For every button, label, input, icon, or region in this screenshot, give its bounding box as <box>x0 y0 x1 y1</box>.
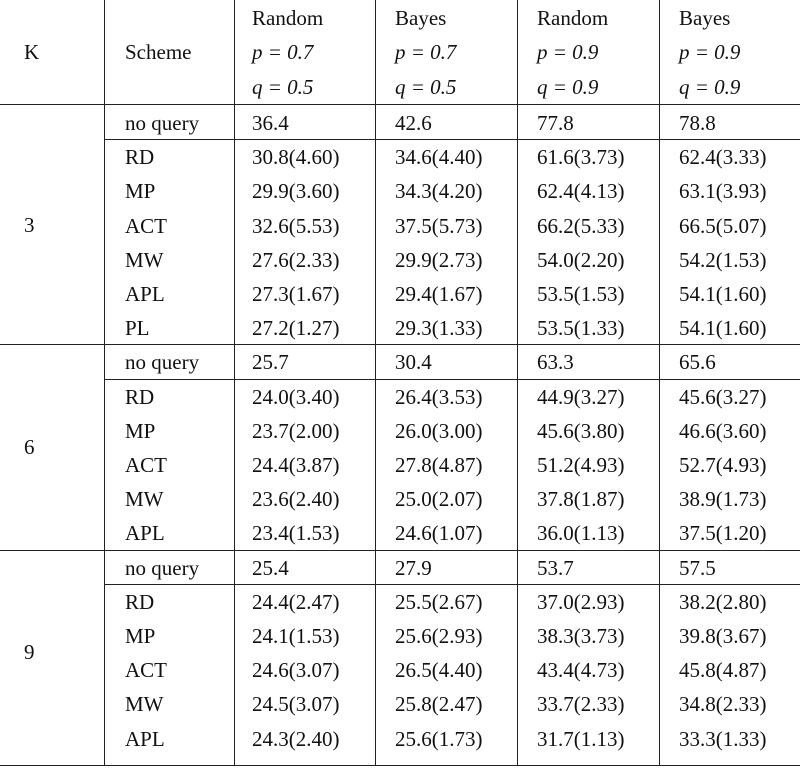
value-cell: 24.4(3.87) <box>252 453 340 477</box>
value-cell: 25.8(2.47) <box>395 692 483 717</box>
value-cell: 25.5(2.67) <box>395 589 483 614</box>
value-cell: 46.6(3.60) <box>679 418 767 443</box>
value-cell: 25.6(2.93) <box>395 624 483 648</box>
col2-p: p = 0.7 <box>395 40 457 64</box>
col3-q: q = 0.9 <box>537 75 599 99</box>
k-value: 9 <box>24 640 35 665</box>
col4-q: q = 0.9 <box>679 75 741 99</box>
value-cell: 29.4(1.67) <box>395 282 483 306</box>
value-cell: 24.3(2.40) <box>252 726 340 751</box>
k-header: K <box>24 40 40 64</box>
value-cell: 33.3(1.33) <box>679 726 767 751</box>
value-cell: 24.6(1.07) <box>395 521 483 546</box>
scheme-cell: no query <box>125 111 200 135</box>
value-cell: 44.9(3.27) <box>537 384 625 409</box>
value-cell: 27.2(1.27) <box>252 316 340 341</box>
value-cell: 25.0(2.07) <box>395 487 483 512</box>
value-cell: 34.3(4.20) <box>395 179 483 204</box>
scheme-cell: RD <box>125 145 155 170</box>
value-cell: 30.8(4.60) <box>252 145 340 170</box>
scheme-cell: no query <box>125 555 200 580</box>
value-cell: 29.3(1.33) <box>395 316 483 341</box>
col1-p: p = 0.7 <box>252 40 314 64</box>
value-cell: 26.0(3.00) <box>395 418 483 443</box>
scheme-cell: MW <box>125 692 164 717</box>
value-cell: 24.0(3.40) <box>252 384 340 409</box>
value-cell: 66.5(5.07) <box>679 213 767 238</box>
value-cell: 62.4(3.33) <box>679 145 767 170</box>
value-cell: 61.6(3.73) <box>537 145 625 170</box>
col3-method: Random <box>537 6 609 30</box>
value-cell: 27.9 <box>395 555 432 580</box>
value-cell: 25.4 <box>252 555 289 580</box>
value-cell: 33.7(2.33) <box>537 692 625 717</box>
group-rule <box>0 550 800 551</box>
scheme-cell: MP <box>125 418 156 443</box>
table-bottom-rule <box>0 765 800 766</box>
value-cell: 43.4(4.73) <box>537 658 625 683</box>
value-cell: 24.6(3.07) <box>252 658 340 683</box>
value-cell: 54.2(1.53) <box>679 247 767 272</box>
k-value: 3 <box>24 212 35 237</box>
value-cell: 63.3 <box>537 350 574 375</box>
value-cell: 31.7(1.13) <box>537 726 625 751</box>
scheme-cell: MW <box>125 487 164 512</box>
value-cell: 37.5(5.73) <box>395 213 483 238</box>
scheme-cell: ACT <box>125 213 167 238</box>
value-cell: 42.6 <box>395 111 432 135</box>
value-cell: 23.6(2.40) <box>252 487 340 512</box>
column-rule <box>375 0 376 765</box>
value-cell: 53.5(1.53) <box>537 282 625 306</box>
value-cell: 25.7 <box>252 350 289 375</box>
header-rule <box>0 104 800 105</box>
value-cell: 54.1(1.60) <box>679 282 767 306</box>
value-cell: 78.8 <box>679 111 716 135</box>
value-cell: 24.5(3.07) <box>252 692 340 717</box>
no-query-rule <box>104 379 800 380</box>
value-cell: 23.4(1.53) <box>252 521 340 546</box>
value-cell: 53.5(1.33) <box>537 316 625 341</box>
col1-method: Random <box>252 6 324 30</box>
value-cell: 77.8 <box>537 111 574 135</box>
scheme-cell: APL <box>125 521 165 546</box>
value-cell: 38.2(2.80) <box>679 589 767 614</box>
value-cell: 38.3(3.73) <box>537 624 625 648</box>
scheme-cell: no query <box>125 350 200 375</box>
col4-p: p = 0.9 <box>679 40 741 64</box>
scheme-cell: ACT <box>125 658 167 683</box>
value-cell: 51.2(4.93) <box>537 453 625 477</box>
group-rule <box>0 344 800 345</box>
value-cell: 27.8(4.87) <box>395 453 483 477</box>
column-rule <box>104 0 105 765</box>
value-cell: 26.5(4.40) <box>395 658 483 683</box>
col2-method: Bayes <box>395 6 447 30</box>
value-cell: 24.4(2.47) <box>252 589 340 614</box>
value-cell: 66.2(5.33) <box>537 213 625 238</box>
value-cell: 32.6(5.53) <box>252 213 340 238</box>
scheme-cell: PL <box>125 316 150 341</box>
value-cell: 45.6(3.80) <box>537 418 625 443</box>
scheme-cell: ACT <box>125 453 167 477</box>
scheme-cell: APL <box>125 282 165 306</box>
no-query-rule <box>104 584 800 585</box>
value-cell: 63.1(3.93) <box>679 179 767 204</box>
value-cell: 54.0(2.20) <box>537 247 625 272</box>
value-cell: 57.5 <box>679 555 716 580</box>
value-cell: 34.6(4.40) <box>395 145 483 170</box>
scheme-cell: RD <box>125 384 155 409</box>
value-cell: 54.1(1.60) <box>679 316 767 341</box>
value-cell: 27.6(2.33) <box>252 247 340 272</box>
value-cell: 45.6(3.27) <box>679 384 767 409</box>
k-value: 6 <box>24 435 35 459</box>
value-cell: 25.6(1.73) <box>395 726 483 751</box>
value-cell: 37.0(2.93) <box>537 589 625 614</box>
value-cell: 38.9(1.73) <box>679 487 767 512</box>
scheme-header: Scheme <box>125 40 192 64</box>
value-cell: 37.8(1.87) <box>537 487 625 512</box>
value-cell: 62.4(4.13) <box>537 179 625 204</box>
column-rule <box>234 0 235 765</box>
value-cell: 26.4(3.53) <box>395 384 483 409</box>
scheme-cell: MP <box>125 179 156 204</box>
scheme-cell: MP <box>125 624 156 648</box>
value-cell: 23.7(2.00) <box>252 418 340 443</box>
value-cell: 45.8(4.87) <box>679 658 767 683</box>
value-cell: 29.9(2.73) <box>395 247 483 272</box>
value-cell: 53.7 <box>537 555 574 580</box>
no-query-rule <box>104 139 800 140</box>
col2-q: q = 0.5 <box>395 75 457 99</box>
value-cell: 52.7(4.93) <box>679 453 767 477</box>
value-cell: 24.1(1.53) <box>252 624 340 648</box>
value-cell: 30.4 <box>395 350 432 375</box>
value-cell: 29.9(3.60) <box>252 179 340 204</box>
column-rule <box>659 0 660 765</box>
value-cell: 37.5(1.20) <box>679 521 767 546</box>
value-cell: 36.4 <box>252 111 289 135</box>
scheme-cell: RD <box>125 589 155 614</box>
value-cell: 39.8(3.67) <box>679 624 767 648</box>
col1-q: q = 0.5 <box>252 75 314 99</box>
scheme-cell: APL <box>125 726 165 751</box>
value-cell: 27.3(1.67) <box>252 282 340 306</box>
scheme-cell: MW <box>125 247 164 272</box>
column-rule <box>517 0 518 765</box>
value-cell: 34.8(2.33) <box>679 692 767 717</box>
col4-method: Bayes <box>679 6 731 30</box>
value-cell: 36.0(1.13) <box>537 521 625 546</box>
value-cell: 65.6 <box>679 350 716 375</box>
col3-p: p = 0.9 <box>537 40 599 64</box>
